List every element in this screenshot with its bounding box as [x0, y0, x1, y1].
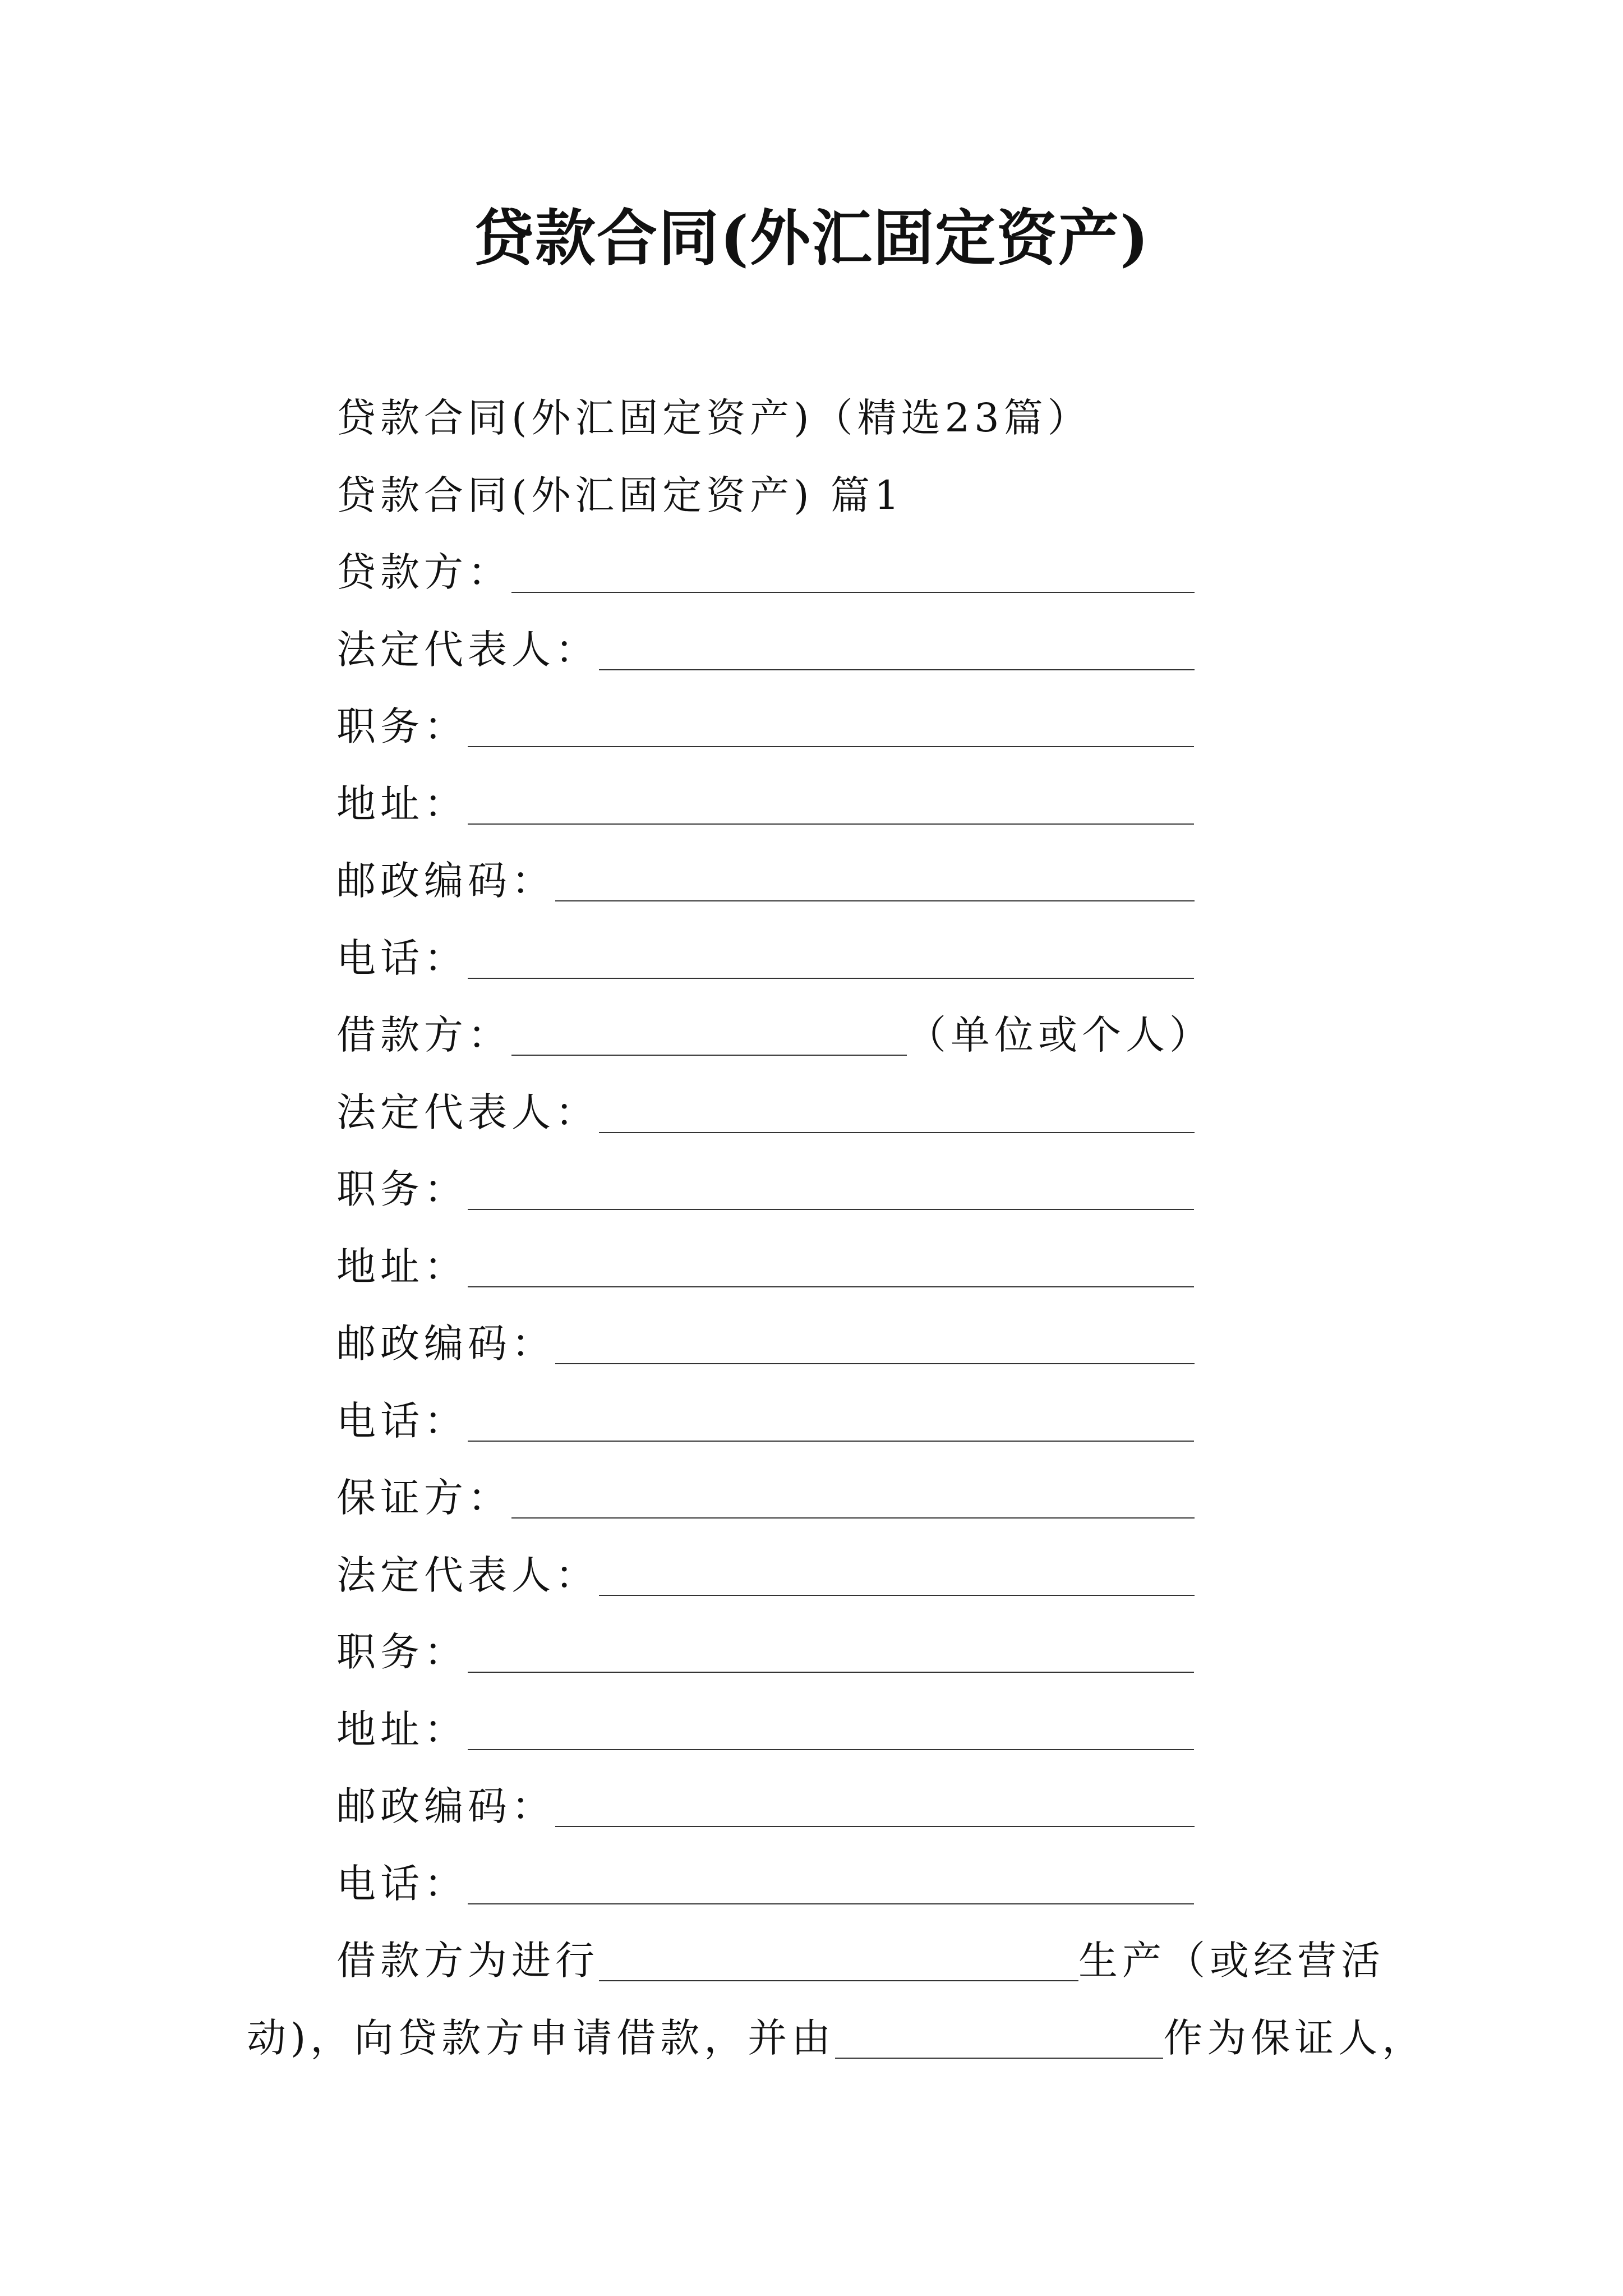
guarantor-postcode-label: 邮政编码： [336, 1783, 555, 1829]
lender-phone-row [336, 922, 1194, 983]
borrower-party-row [336, 999, 1213, 1060]
guarantor-phone-row [336, 1847, 1194, 1909]
guarantor-rep-label: 法定代表人： [336, 1552, 599, 1598]
guarantor-postcode-row [336, 1770, 1195, 1832]
borrower-title-label: 职务： [336, 1166, 468, 1212]
lender-title-label: 职务： [336, 703, 468, 749]
paragraph-line-2 [247, 2001, 1426, 2063]
subtitle-text: 贷款合同(外汇固定资产)（精选23篇） [336, 395, 1091, 441]
lender-postcode-label: 邮政编码： [336, 858, 555, 904]
paragraph-line2-start: 动)，向贷款方申请借款，并由 [247, 2015, 836, 2061]
borrower-address-row [336, 1230, 1194, 1292]
section-heading-text: 贷款合同(外汇固定资产) 篇1 [336, 472, 904, 518]
lender-title-blank[interactable] [468, 708, 1194, 747]
borrower-postcode-label: 邮政编码： [336, 1320, 555, 1366]
borrower-address-blank[interactable] [468, 1248, 1194, 1287]
paragraph-line1-end: 生产（或经营活 [1078, 1938, 1385, 1984]
lender-rep-label: 法定代表人： [336, 627, 599, 673]
borrower-postcode-blank[interactable] [555, 1325, 1195, 1364]
guarantor-address-label: 地址： [336, 1706, 468, 1752]
lender-phone-blank[interactable] [468, 940, 1194, 979]
lender-party-blank[interactable] [511, 554, 1195, 593]
lender-address-label: 地址： [336, 781, 468, 827]
paragraph-line2-end: 作为保证人， [1163, 2015, 1426, 2061]
lender-title-row [336, 690, 1194, 752]
lender-phone-label: 电话： [336, 935, 468, 981]
lender-rep-blank[interactable] [599, 631, 1195, 670]
guarantor-address-blank[interactable] [468, 1711, 1194, 1750]
production-blank[interactable] [599, 1942, 1078, 1981]
lender-party-label: 贷款方： [336, 549, 511, 595]
borrower-rep-blank[interactable] [599, 1094, 1195, 1133]
borrower-phone-row [336, 1384, 1194, 1446]
paragraph-line-1 [336, 1924, 1385, 1986]
borrower-postcode-row [336, 1307, 1195, 1369]
guarantor-address-row [336, 1693, 1194, 1755]
borrower-rep-row [336, 1076, 1195, 1138]
borrower-rep-label: 法定代表人： [336, 1089, 599, 1135]
document-title: 贷款合同(外汇固定资产) [473, 203, 1150, 274]
guarantor-title-label: 职务： [336, 1629, 468, 1675]
guarantor-party-row [336, 1461, 1195, 1523]
borrower-party-blank[interactable] [511, 1016, 907, 1056]
borrower-title-row [336, 1153, 1194, 1214]
guarantor-party-blank[interactable] [511, 1479, 1195, 1519]
guarantor-postcode-blank[interactable] [555, 1788, 1195, 1827]
borrower-party-label: 借款方： [336, 1012, 511, 1058]
guarantor-title-row [336, 1616, 1194, 1677]
section-heading [336, 459, 903, 521]
guarantor-name-blank[interactable] [835, 2019, 1163, 2059]
lender-address-blank[interactable] [468, 785, 1194, 825]
paragraph-line1-start: 借款方为进行 [336, 1938, 599, 1984]
lender-address-row [336, 767, 1194, 829]
borrower-phone-blank[interactable] [468, 1402, 1194, 1442]
lender-rep-row [336, 613, 1195, 675]
guarantor-phone-blank[interactable] [468, 1865, 1194, 1904]
document-subtitle [336, 381, 1091, 443]
borrower-address-label: 地址： [336, 1244, 468, 1290]
lender-party-row [336, 536, 1195, 597]
guarantor-party-label: 保证方： [336, 1475, 511, 1521]
borrower-party-note: （单位或个人） [907, 1012, 1213, 1058]
guarantor-rep-row [336, 1539, 1195, 1600]
borrower-title-blank[interactable] [468, 1171, 1194, 1210]
lender-postcode-row [336, 844, 1195, 906]
borrower-phone-label: 电话： [336, 1398, 468, 1444]
guarantor-rep-blank[interactable] [599, 1557, 1195, 1596]
guarantor-phone-label: 电话： [336, 1861, 468, 1907]
guarantor-title-blank[interactable] [468, 1634, 1194, 1673]
lender-postcode-blank[interactable] [555, 862, 1195, 901]
